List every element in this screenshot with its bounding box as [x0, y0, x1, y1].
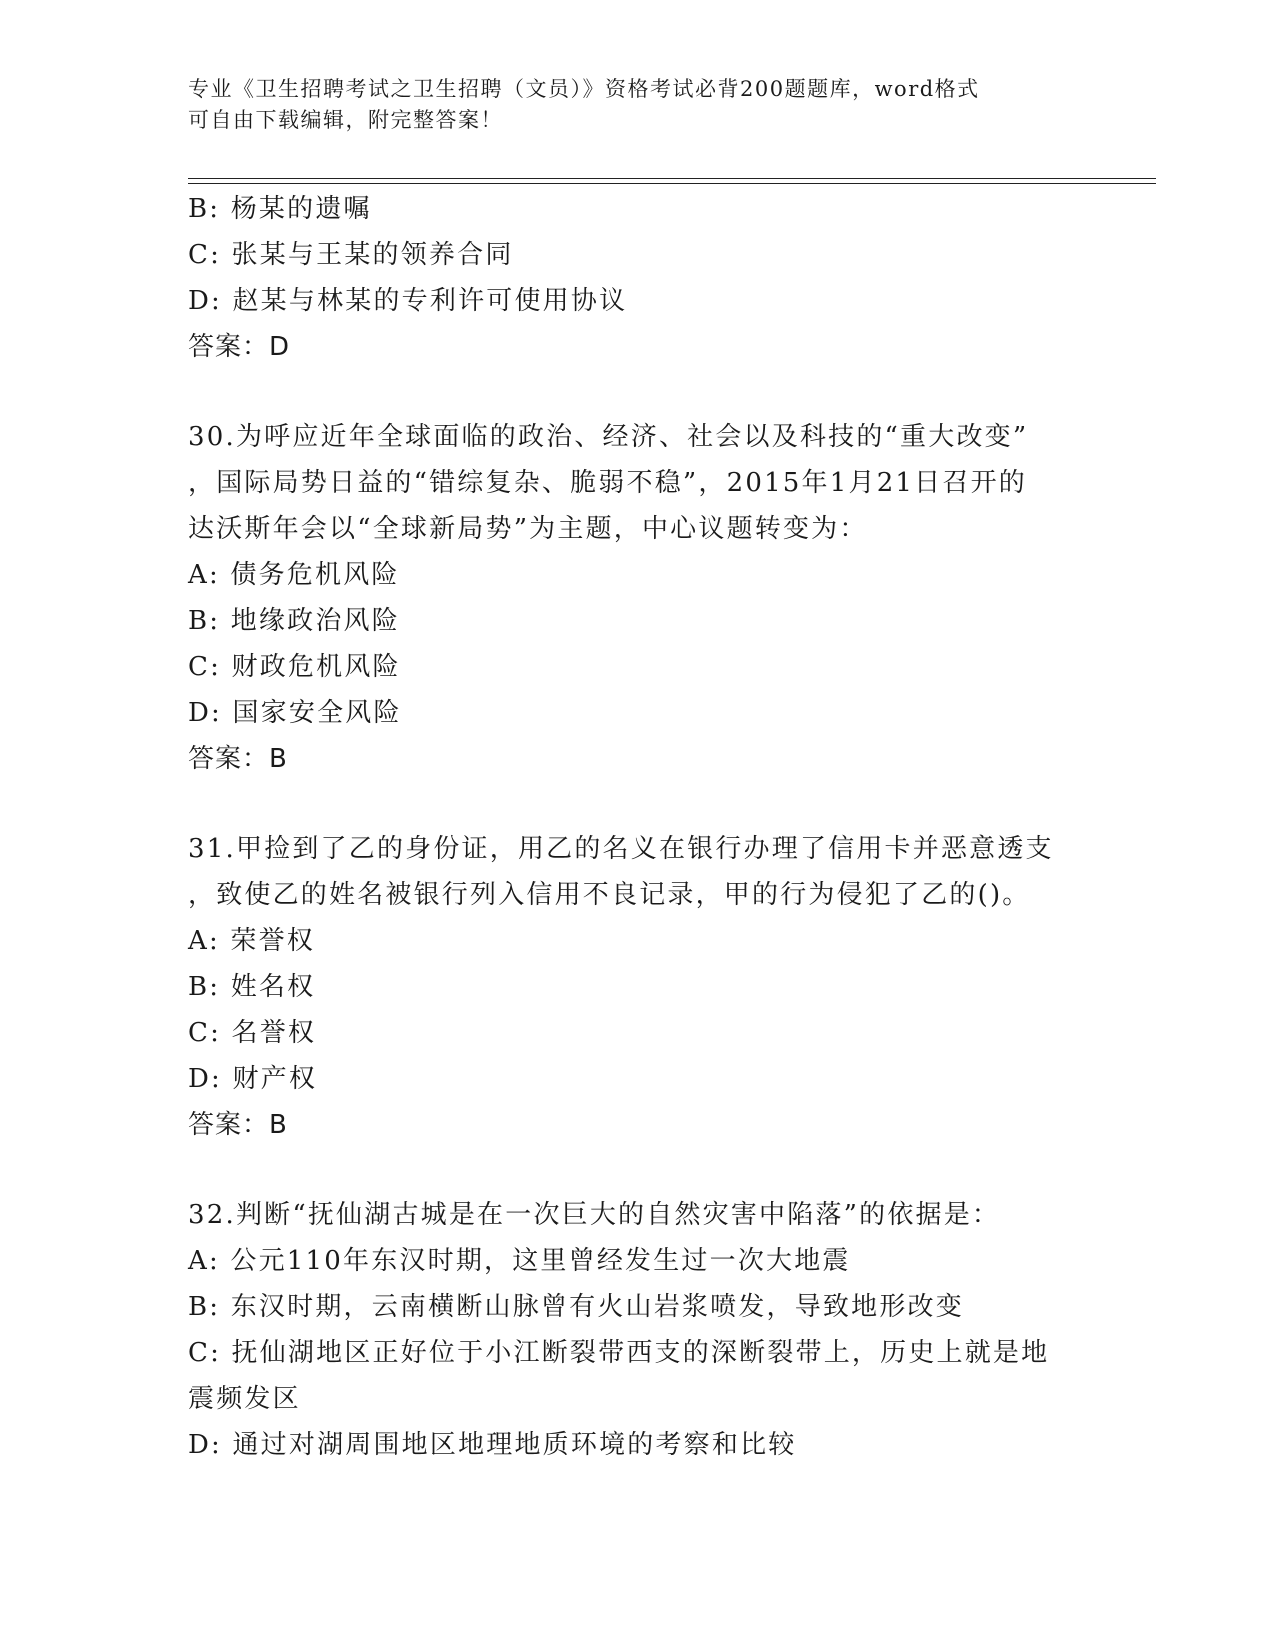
question-31	[188, 826, 1088, 1148]
question-text: 32.判断“抚仙湖古城是在一次巨大的自然灾害中陷落”的依据是：	[188, 1200, 1001, 1230]
option-a: A: 债务危机风险	[188, 560, 400, 590]
header-line: 可自由下载编辑，附完整答案！	[188, 108, 503, 132]
option-b: B: 东汉时期，云南横断山脉曾有火山岩浆喷发，导致地形改变	[188, 1292, 964, 1322]
option-c: C: 财政危机风险	[188, 652, 401, 682]
answer-line: 答案：D	[188, 332, 291, 362]
spacer	[188, 1148, 1088, 1192]
question-32	[188, 1192, 1088, 1468]
option-b: B: 杨某的遗嘱	[188, 194, 372, 224]
option-d: D: 赵某与林某的专利许可使用协议	[188, 286, 628, 316]
question-text: 达沃斯年会以“全球新局势”为主题，中心议题转变为：	[188, 514, 868, 544]
option-a: A: 公元110年东汉时期，这里曾经发生过一次大地震	[188, 1246, 851, 1276]
spacer	[188, 370, 1088, 414]
question-text: 30.为呼应近年全球面临的政治、经济、社会以及科技的“重大改变”	[188, 422, 1029, 452]
spacer	[188, 782, 1088, 826]
page-header	[188, 74, 1078, 136]
option-d: D: 国家安全风险	[188, 698, 402, 728]
option-c-continued: 震频发区	[188, 1384, 301, 1414]
answer-line: 答案：B	[188, 744, 288, 774]
option-c: C: 张某与王某的领养合同	[188, 240, 514, 270]
option-a: A: 荣誉权	[188, 926, 316, 956]
option-d: D: 财产权	[188, 1064, 318, 1094]
option-b: B: 地缘政治风险	[188, 606, 400, 636]
question-text: 31.甲捡到了乙的身份证，用乙的名义在银行办理了信用卡并恶意透支	[188, 834, 1054, 864]
question-29	[188, 186, 1088, 370]
header-divider	[188, 178, 1156, 179]
question-text: ，国际局势日益的“错综复杂、脆弱不稳”，2015年1月21日召开的	[188, 468, 1027, 498]
option-d: D: 通过对湖周围地区地理地质环境的考察和比较	[188, 1430, 797, 1460]
question-list	[188, 186, 1088, 1468]
header-line: 专业《卫生招聘考试之卫生招聘（文员）》资格考试必背200题题库，word格式	[188, 77, 980, 101]
header-divider	[188, 183, 1156, 184]
question-30	[188, 414, 1088, 782]
option-c: C: 名誉权	[188, 1018, 317, 1048]
question-text: ，致使乙的姓名被银行列入信用不良记录，甲的行为侵犯了乙的()。	[188, 880, 1031, 910]
answer-line: 答案：B	[188, 1110, 288, 1140]
option-c: C: 抚仙湖地区正好位于小江断裂带西支的深断裂带上，历史上就是地	[188, 1338, 1050, 1368]
option-b: B: 姓名权	[188, 972, 316, 1002]
